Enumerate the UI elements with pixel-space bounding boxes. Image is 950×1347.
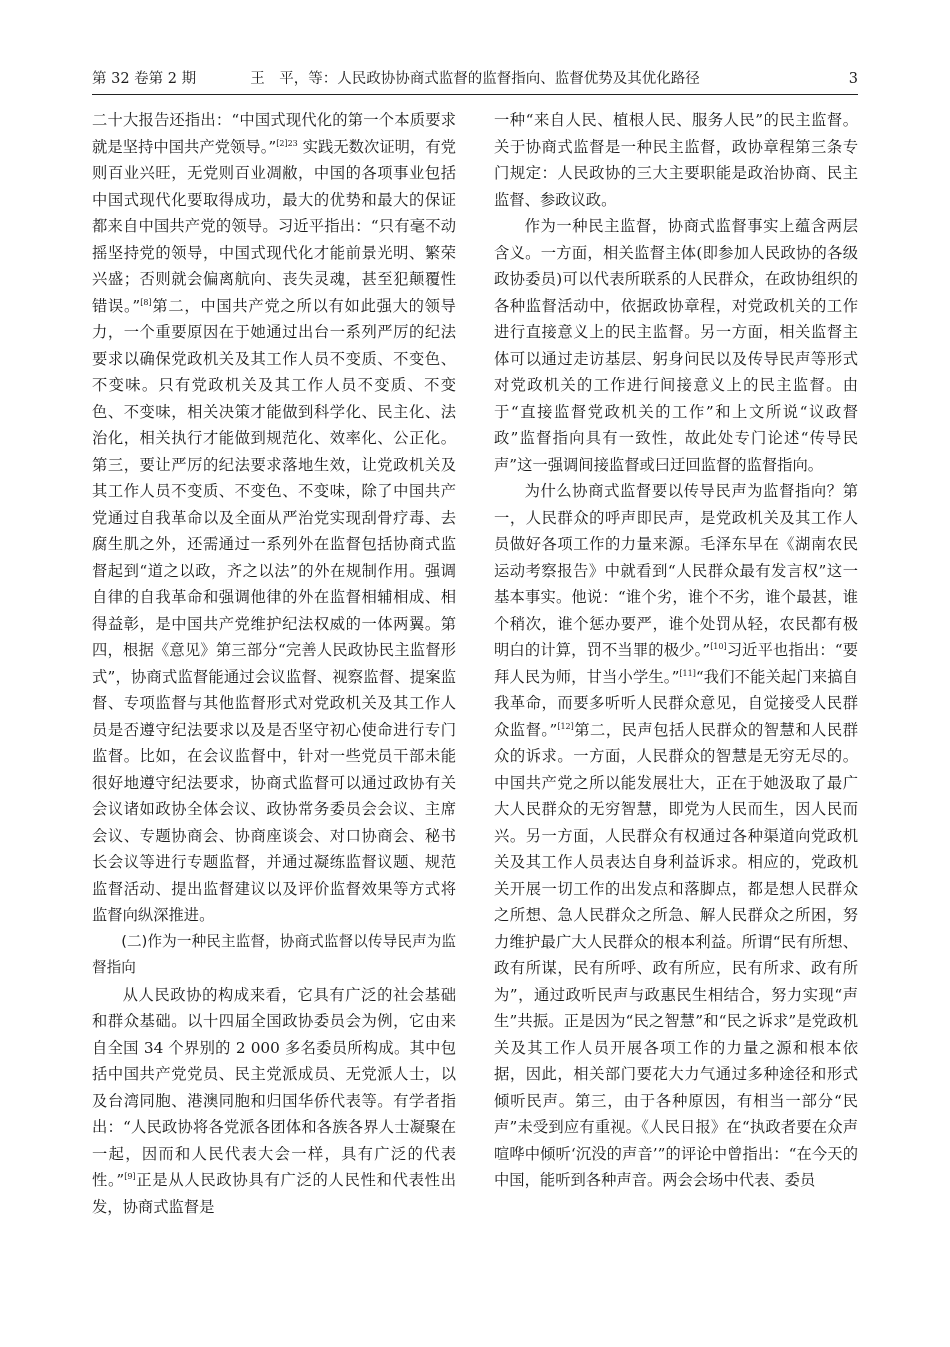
page-number: 3 bbox=[848, 71, 858, 87]
citation: [2]23 bbox=[276, 138, 298, 148]
journal-volume-issue: 第 32 卷第 2 期 bbox=[92, 71, 197, 87]
section-heading: (二)作为一种民主监督，协商式监督以传导民声为监督指向 bbox=[92, 932, 456, 976]
paragraph: 二十大报告还指出：“中国式现代化的第一个本质要求就是坚持中国共产党领导。”$^{[2]23}$ 实践无数次证明，有党则百业兴旺，无党则百业凋敝，中国的各项事业包括中国式现代化要取得成功，最大的优势和最大的保证都来自中国共产党的领导。习近平指出：“只有毫不动摇坚持党的领导，中国式现代化才能前景光明、繁荣兴盛；否则就会偏离航向、丧失灵魂，甚至犯颠覆性错误。”[8]第二，中国共产党之所以有如此强大的领导力，一个重要原因在于她通过出台一系列严厉的纪法要求以确保党政机关及其工作人员不变质、不变色、不变味。只有党政机关及其工作人员不变质、不变色、不变味，相关决策才能做到科学化、民主化、法治化，相关执行才能做到规范化、效率化、公正化。第三，要让严厉的纪法要求落地生效，让党政机关及其工作人员不变质、不变色、不变味，除了中国共产党通过自我革命以及全面从严治党实现刮骨疗毒、去腐生肌之外，还需通过一系列外在监督包括协商式监督起到“道之以政，齐之以法”的外在规制作用。强调自律的自我革命和强调他律的外在监督相辅相成、相得益彰，是中国共产党维护纪法权威的一体两翼。第四，根据《意见》第三部分“完善人民政协民主监督形式”，协商式监督能通过会议监督、视察监督、提案监督、专项监督与其他监督形式对党政机关及其工作人员是否遵守纪法要求以及是否坚守初心使命进行专门监督。比如，在会议监督中，针对一些党员干部未能很好地遵守纪法要求，协商式监督可以通过政协有关会议诸如政协全体会议、政协常务委员会会议、主席会议、专题协商会、协商座谈会、对口协商会、秘书长会议等进行专题监督，并通过凝练监督议题、规范监督活动、提出监督建议以及评价监督效果等方式将监督向纵深推进。 bbox=[92, 111, 456, 924]
running-header bbox=[92, 68, 858, 94]
citation: [10] bbox=[710, 641, 727, 651]
citation: [9] bbox=[124, 1171, 136, 1181]
paragraph: 从人民政协的构成来看，它具有广泛的社会基础和群众基础。以十四届全国政协委员会为例，它由来自全国 34 个界别的 2 000 多名委员所构成。其中包括中国共产党党员、民主党派成员、无党派人士，以及台湾同胞、港澳同胞和归国华侨代表等。有学者指出：“人民政协将各党派各团体和各族各界人士凝聚在一起，因而和人民代表大会一样，具有广泛的代表性。”[9]正是从人民政协具有广泛的人民性和代表性出发，协商式监督是 bbox=[92, 985, 456, 1216]
running-title: 王 平，等：人民政协协商式监督的监督指向、监督优势及其优化路径 bbox=[250, 71, 700, 87]
left-column bbox=[92, 107, 456, 1220]
right-column bbox=[494, 107, 858, 1194]
citation: [11] bbox=[679, 668, 696, 678]
citation: [8] bbox=[140, 297, 152, 307]
citation: [12] bbox=[557, 721, 574, 731]
header-rule bbox=[92, 94, 858, 95]
paragraph: 作为一种民主监督，协商式监督事实上蕴含两层含义。一方面，相关监督主体(即参加人民政协的各级政协委员)可以代表所联系的人民群众，在政协组织的各种监督活动中，依据政协章程，对党政机关的工作进行直接意义上的民主监督。另一方面，相关监督主体可以通过走访基层、躬身问民以及传导民声等形式对党政机关的工作进行间接意义上的民主监督。由于“直接监督党政机关的工作”和上文所说“议政督政”监督指向具有一致性，故此处专门论述“传导民声”这一强调间接监督或曰迂回监督的监督指向。 bbox=[494, 217, 858, 474]
paragraph: 为什么协商式监督要以传导民声为监督指向？第一，人民群众的呼声即民声，是党政机关及其工作人员做好各项工作的力量来源。毛泽东早在《湖南农民运动考察报告》中就看到“人民群众最有发言权”这一基本事实。他说：“谁个劣，谁个不劣，谁个最甚，谁个稍次，谁个惩办要严，谁个处罚从轻，农民都有极明白的计算，罚不当罪的极少。”[10]习近平也指出：“要拜人民为师，甘当小学生。”[11]“我们不能关起门来搞自我革命，而要多听听人民群众意见，自觉接受人民群众监督。”[12]第二，民声包括人民群众的智慧和人民群众的诉求。一方面，人民群众的智慧是无穷无尽的。中国共产党之所以能发展壮大，正在于她汲取了最广大人民群众的无穷智慧，即党为人民而生，因人民而兴。另一方面，人民群众有权通过各种渠道向党政机关及其工作人员表达自身利益诉求。相应的，党政机关开展一切工作的出发点和落脚点，都是想人民群众之所想、急人民群众之所急、解人民群众之所困，努力维护最广大人民群众的根本利益。所谓“民有所想、政有所谋，民有所呼、政有所应，民有所求、政有所为”，通过政听民声与政惠民生相结合，努力实现“声生”共振。正是因为“民之智慧”和“民之诉求”是党政机关及其工作人员开展各项工作的力量之源和根本依据，因此，相关部门要花大力气通过多种途径和形式倾听民声。第三，由于各种原因，有相当一部分“民声”未受到应有重视。《人民日报》在“执政者要在众声喧哗中倾听‘沉没的声音’”的评论中曾指出：“在今天的中国，能听到各种声音。两会会场中代表、委员 bbox=[494, 482, 859, 1189]
paragraph: 一种“来自人民、植根人民、服务人民”的民主监督。关于协商式监督是一种民主监督，政协章程第三条专门规定：人民政协的三大主要职能是政治协商、民主监督、参政议政。 bbox=[494, 111, 858, 209]
